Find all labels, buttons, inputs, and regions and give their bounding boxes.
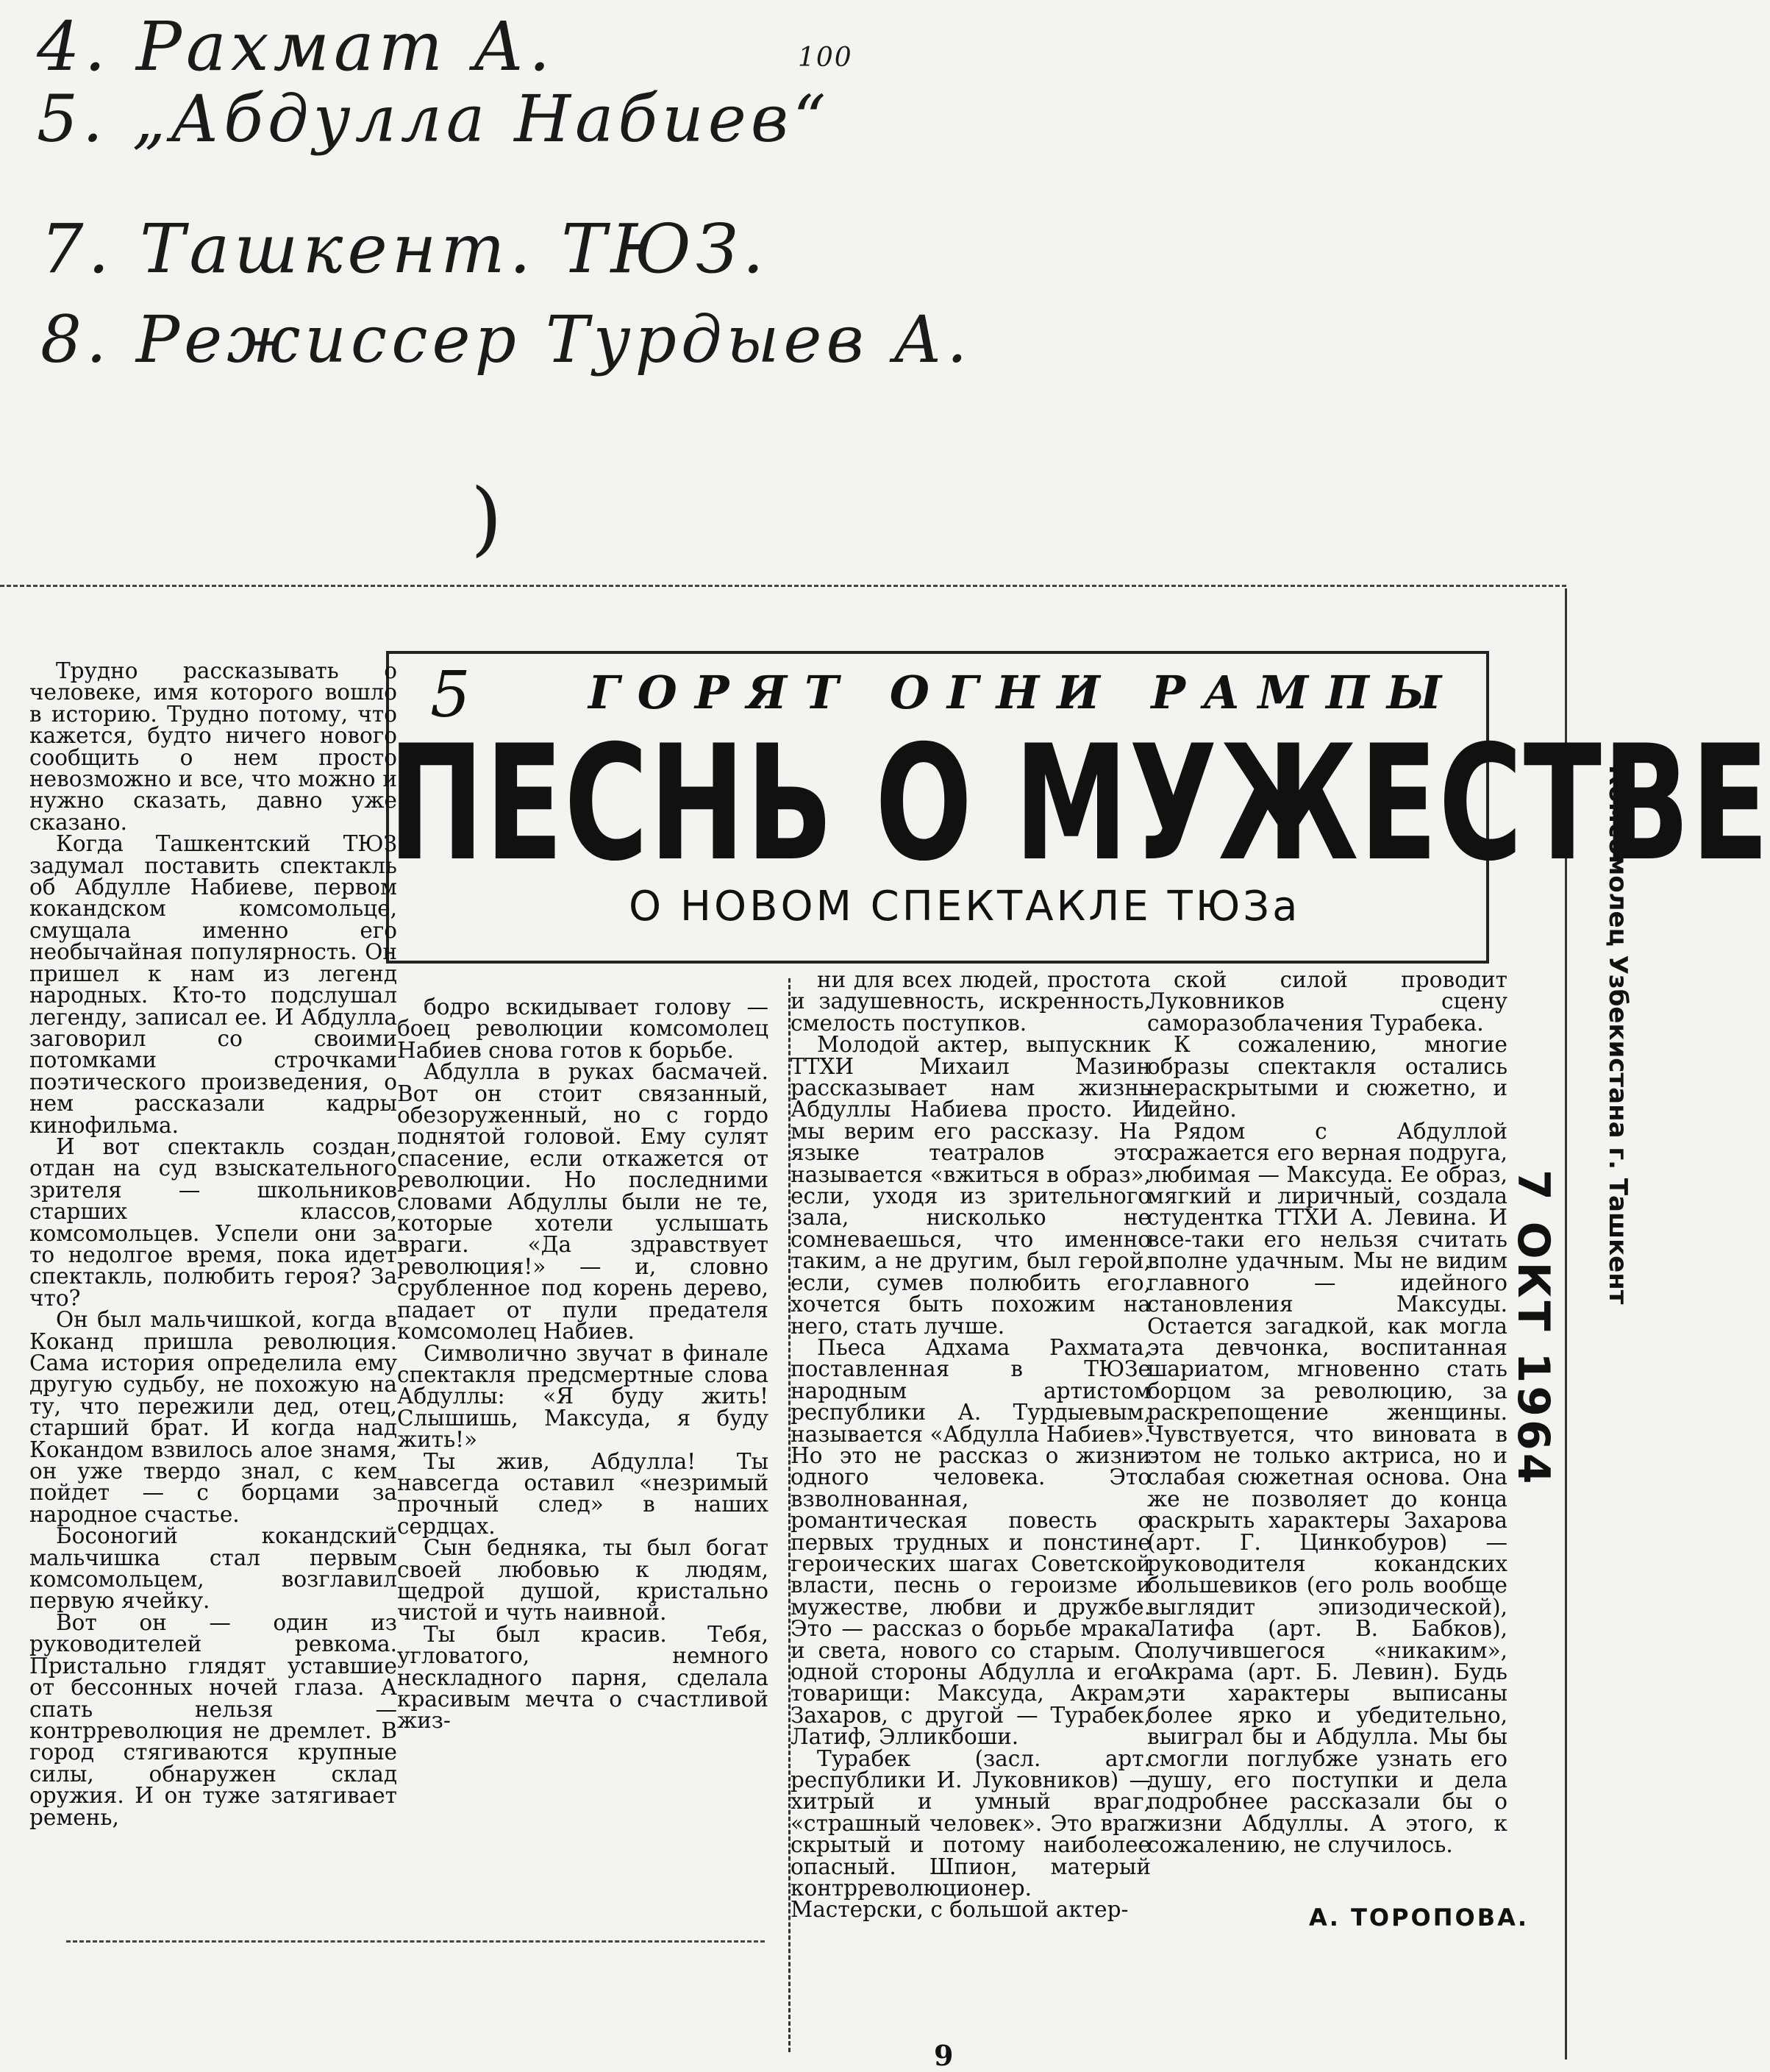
handwritten-note-theatre: 7. Ташкент. ТЮЗ. [40,210,768,288]
handwritten-page-number: 100 [798,43,853,73]
article-column-1 [29,658,397,1830]
paragraph: Турабек (засл. арт. республики И. Луковников) — хитрый и умный враг, «страшный человек». Это враг скрытый и потому наиболее опасный. Шпион, матерый контрреволюционер. Мастерски, с большой актер- [791,1745,1151,1923]
paragraph: Ты был красив. Тебя, угловатого, немного нескладного парня, сделала красивым мечта о счастливой жиз- [397,1621,768,1734]
paragraph: Босоногий кокандский мальчишка стал первым комсомольцем, возглавил первую ячейку. [29,1523,397,1614]
paragraph: Сын бедняка, ты был богат своей любовью к людям, щедрой душой, кристально чистой и чуть наивной. [397,1535,768,1626]
paragraph: ской силой проводит Луковников сцену саморазоблачения Турабека. [1147,967,1507,1036]
paragraph: Символично звучат в финале спектакля предсмертные слова Абдуллы: «Я буду жить! Слышишь, Максуда, я буду жить!» [397,1340,768,1453]
handwritten-bracket: ) [471,471,507,565]
date-stamp: 7 ОКТ 1964 [1507,1169,1559,1487]
paragraph: Абдулла в руках басмачей. Вот он стоит связанный, обезоруженный, но с гордо поднятой головой. Ему сулят спасение, если откажется от революции. Но последними словами Абдуллы были не те, которые хотели услышать враги. «Да здравствует революция!» — и, словно срубленное под корень дерево, падает от пули предателя комсомолец Набиев. [397,1059,768,1345]
article-column-4 [1147,969,1507,1856]
kicker-mark: 5 [430,658,471,732]
paragraph: Ты жив, Абдулла! Ты навсегда оставил «незримый прочный след» в наших сердцах. [397,1448,768,1539]
article-subtitle: О НОВОМ СПЕКТАКЛЕ ТЮЗа [629,883,1301,930]
column-divider [788,978,791,2052]
paragraph: Когда Ташкентский ТЮЗ задумал поставить спектакль об Абдулле Набиеве, первом кокандском комсомольце, смущала именно его необычайная популярность. Он пришел к нам из легенд народных. Кто-то подслушал легенду, записал ее. И Абдулла заговорил со своими потомками строчками поэтического произведения, о нем рассказали кадры кинофильма. [29,831,397,1138]
article-column-2 [397,994,768,1734]
paragraph: ни для всех людей, простота и задушевность, искренность, смелость поступков. [791,967,1151,1036]
paragraph: бодро вскидывает голову — боец революции комсомолец Набиев снова готов к борьбе. [397,994,768,1063]
rubric-kicker: ГОРЯТ ОГНИ РАМПЫ [588,666,1460,719]
bottom-divider [66,1940,765,1943]
paragraph: Вот он — один из руководителей ревкома. Пристально глядят уставшие от бессонных ночей глаза. А спать нельзя — контрреволюция не дремлет. В город стягиваются крупные силы, обнаружен склад оружия. И он туже затягивает ремень, [29,1609,397,1830]
author-signature: А. ТОРОПОВА. [1309,1904,1530,1932]
paragraph: И вот спектакль создан, отдан на суд взыскательного зрителя — школьников старших классов, комсомольцев. Успели они за то недолгое время, пока идет спектакль, полюбить героя? За что? [29,1133,397,1311]
clipping-top-edge [0,585,1566,587]
paragraph: Молодой актер, выпускник ТТХИ Михаил Мазин рассказывает нам жизнь Абдуллы Набиева просто. И мы верим его рассказу. На языке театралов это называется «вжиться в образ», если, уходя из зрительного зала, нисколько не сомневаешься, что именно таким, а не другим, был герой, если, сумев полюбить его, хочется быть похожим на него, стать лучше. [791,1032,1151,1339]
paragraph: К сожалению, многие образы спектакля остались нераскрытыми и сюжетно, и идейно. [1147,1032,1507,1122]
handwritten-note-title: 5. „Абдулла Набиев“ [37,81,831,157]
article-column-3 [791,969,1151,1921]
newspaper-source: Комсомолец Узбекистана г. Ташкент [1603,765,1632,1305]
handwritten-note-author: 4. Рахмат А. [37,7,555,86]
page-footer-mark: 9 [934,2039,954,2072]
paragraph: Пьеса Адхама Рахмата, поставленная в ТЮЗе народным артистом республики А. Турдыевым, называется «Абдулла Набиев». Но это не рассказ о жизни одного человека. Это взволнованная, романтическая повесть о первых трудных и понстине героических шагах Советской власти, песнь о героизме и мужестве, любви и дружбе. Это — рассказ о борьбе мрака и света, нового со старым. С одной стороны Абдулла и его товарищи: Максуда, Акрам, Захаров, с другой — Турабек, Латиф, Элликбоши. [791,1334,1151,1750]
article-title: ПЕСНЬ О МУЖЕСТВЕ [388,711,1770,896]
handwritten-note-director: 8. Режиссер Турдыев А. [40,302,972,377]
paragraph: Он был мальчишкой, когда в Коканд пришла революция. Сама история определила ему другую судьбу, не похожую на ту, что пережили дед, отец, старший брат. И когда над Кокандом взвилось алое знамя, он уже твердо знал, с кем пойдет — с борцами за народное счастье. [29,1307,397,1527]
paragraph: Трудно рассказывать о человеке, имя которого вошло в историю. Трудно потому, что кажется, будто ничего нового сообщить о нем просто невозможно и все, что можно и нужно сказать, давно уже сказано. [29,658,397,835]
paragraph: Рядом с Абдуллой сражается его верная подруга, любимая — Максуда. Ее образ, мягкий и лиричный, создала студентка ТТХИ А. Левина. И все-таки его нельзя считать вполне удачным. Мы не видим главного — идейного становления Максуды. Остается загадкой, как могла эта девчонка, воспитанная шариатом, мгновенно стать борцом за революцию, за раскрепощение женщины. Чувствуется, что виновата в этом не только актриса, но и слабая сюжетная основа. Она же не позволяет до конца раскрыть характеры Захарова (арт. Г. Цинкобуров) — руководителя кокандских большевиков (его роль вообще выглядит эпизодической), Латифа (арт. В. Бабков), получившегося «никаким», Акрама (арт. Б. Левин). Будь эти характеры выписаны более ярко и убедительно, выиграл бы и Абдулла. Мы бы смогли поглубже узнать его душу, его поступки и дела подробнее рассказали бы о жизни Абдуллы. А этого, к сожалению, не случилось. [1147,1118,1507,1858]
